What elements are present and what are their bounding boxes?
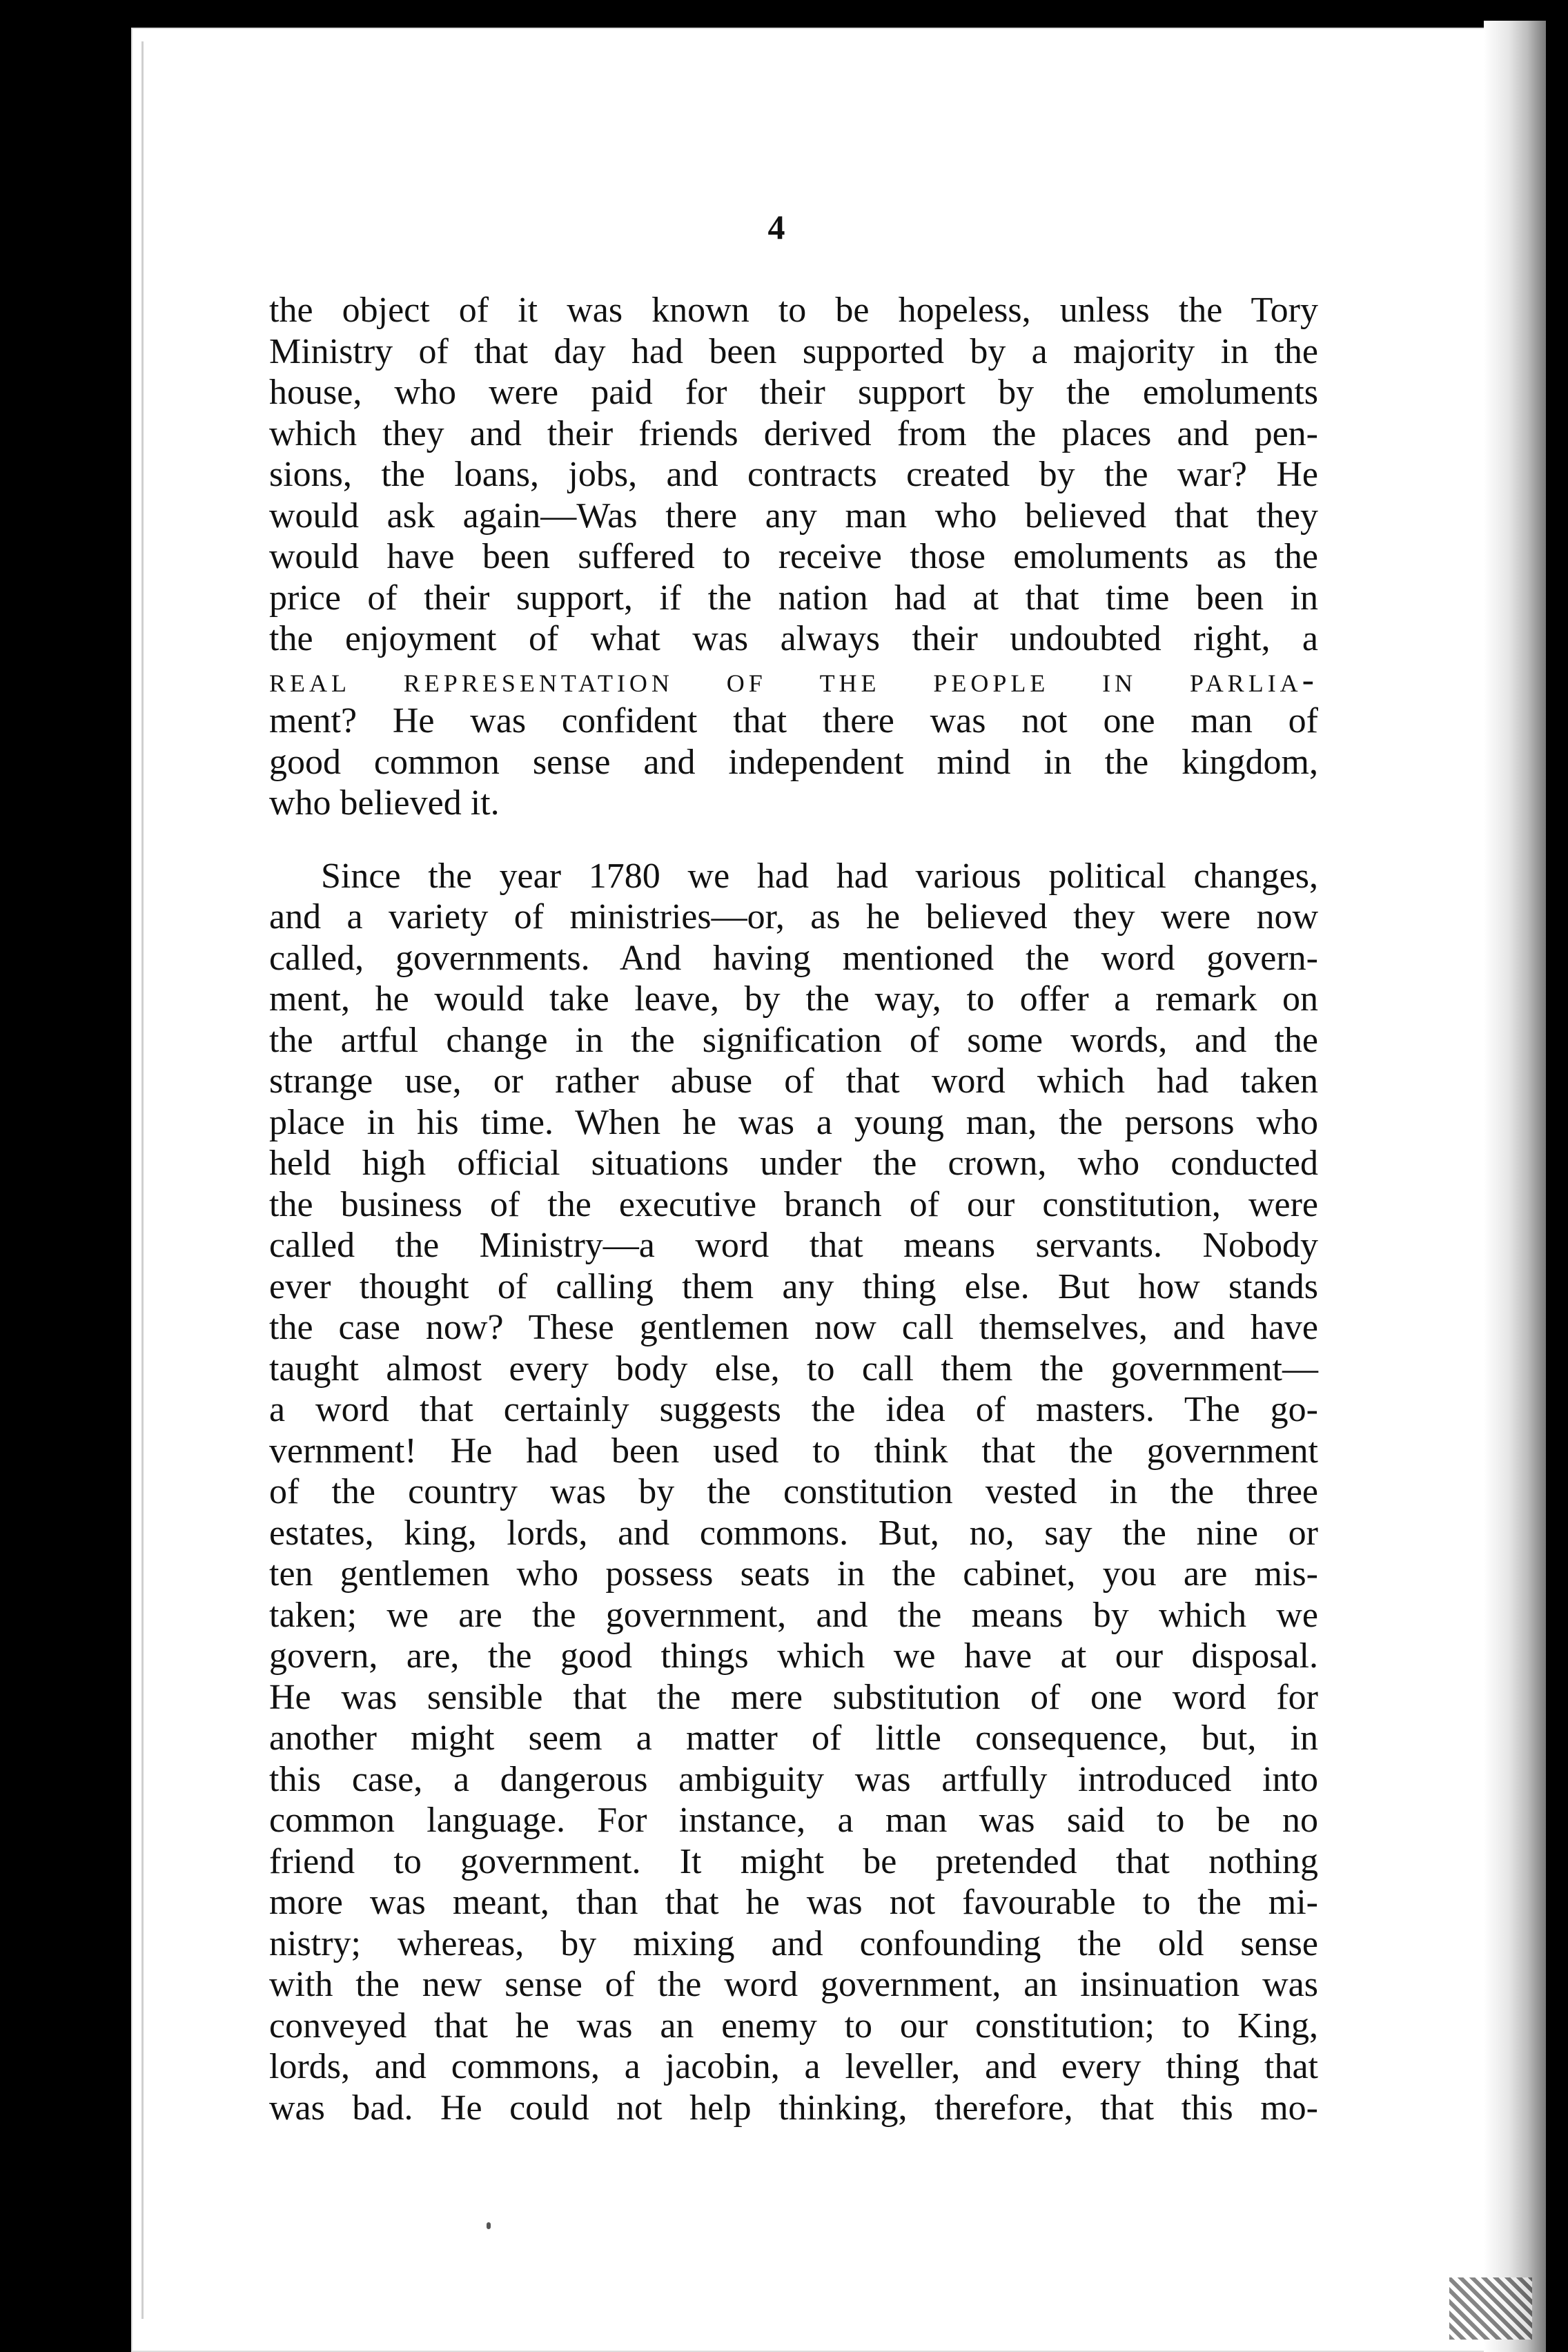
text-line: who believed it. <box>269 783 500 823</box>
paragraph-gap <box>269 824 1318 856</box>
text-line: would ask again—Was there any man who believed that they <box>269 496 1318 536</box>
text-line: estates, king, lords, and commons. But, no, say the nine or <box>269 1513 1318 1553</box>
text-line: govern, are, the good things which we have at our disposal. <box>269 1636 1318 1676</box>
text-line: the artful change in the signification of some words, and the <box>269 1020 1318 1060</box>
text-line: strange use, or rather abuse of that word which had taken <box>269 1061 1318 1101</box>
text-line: and a variety of ministries—or, as he believed they were now <box>269 897 1318 937</box>
body-text <box>269 290 1318 2128</box>
text-line: taught almost every body else, to call them the government— <box>269 1349 1318 1389</box>
text-line: more was meant, than that he was not favourable to the mi- <box>269 1883 1318 1922</box>
text-line: friend to government. It might be pretended that nothing <box>269 1841 1318 1881</box>
text-line: the business of the executive branch of our constitution, were <box>269 1184 1318 1224</box>
text-line: ten gentlemen who possess seats in the cabinet, you are mis- <box>269 1554 1318 1594</box>
text-line: Ministry of that day had been supported by a majority in the <box>269 331 1318 371</box>
text-line: conveyed that he was an enemy to our constitution; to King, <box>269 2006 1318 2046</box>
text-line: nistry; whereas, by mixing and confounding the old sense <box>269 1923 1318 1963</box>
text-line-small-caps: real representation of the people in parlia- <box>269 660 1318 700</box>
text-line: good common sense and independent mind in the kingdom, <box>269 742 1318 782</box>
text-line: called, governments. And having mentioned the word govern- <box>269 938 1318 978</box>
text-line: which they and their friends derived from the places and pen- <box>269 413 1318 453</box>
text-line: this case, a dangerous ambiguity was artfully introduced into <box>269 1759 1318 1799</box>
text-line: ever thought of calling them any thing else. But how stands <box>269 1266 1318 1306</box>
text-line: a word that certainly suggests the idea of masters. The go- <box>269 1390 1318 1429</box>
text-line: lords, and commons, a jacobin, a leveller, and every thing that <box>269 2047 1318 2086</box>
text-line: price of their support, if the nation had at that time been in <box>269 578 1318 618</box>
page-right-edge-shadow <box>1484 21 1546 2352</box>
text-line: the enjoyment of what was always their undoubted right, a <box>269 619 1318 658</box>
text-line: the object of it was known to be hopeless, unless the Tory <box>269 291 1318 330</box>
text-line: Since the year 1780 we had had various political changes, <box>321 856 1318 896</box>
text-line: sions, the loans, jobs, and contracts created by the war? He <box>269 455 1318 494</box>
text-line: He was sensible that the mere substitution of one word for <box>269 1677 1318 1717</box>
text-line: house, who were paid for their support by the emoluments <box>269 373 1318 412</box>
scan-corner-artifact <box>1449 2277 1532 2340</box>
text-line: would have been suffered to receive those emoluments as the <box>269 537 1318 576</box>
text-line: common language. For instance, a man was said to be no <box>269 1801 1318 1840</box>
paragraph-2 <box>269 856 1318 2129</box>
text-line: another might seem a matter of little consequence, but, in <box>269 1718 1318 1758</box>
text-line: was bad. He could not help thinking, therefore, that this mo- <box>269 2088 1318 2128</box>
text-line: taken; we are the government, and the means by which we <box>269 1595 1318 1635</box>
page-left-edge <box>141 41 144 2319</box>
text-line: held high official situations under the crown, who conducted <box>269 1144 1318 1183</box>
text-line: ment, he would take leave, by the way, to offer a remark on <box>269 979 1318 1019</box>
text-line: the case now? These gentlemen now call themselves, and have <box>269 1308 1318 1347</box>
text-line: ment? He was confident that there was not one man of <box>269 701 1318 741</box>
text-line: with the new sense of the word government, an insinuation was <box>269 1965 1318 2004</box>
text-line: place in his time. When he was a young man, the persons who <box>269 1102 1318 1142</box>
ink-speck <box>487 2222 491 2229</box>
text-line: called the Ministry—a word that means servants. Nobody <box>269 1226 1318 1265</box>
text-line: of the country was by the constitution vested in the three <box>269 1472 1318 1511</box>
paragraph-1 <box>269 290 1318 824</box>
text-line: vernment! He had been used to think that the government <box>269 1431 1318 1471</box>
page-number: 4 <box>767 208 785 246</box>
